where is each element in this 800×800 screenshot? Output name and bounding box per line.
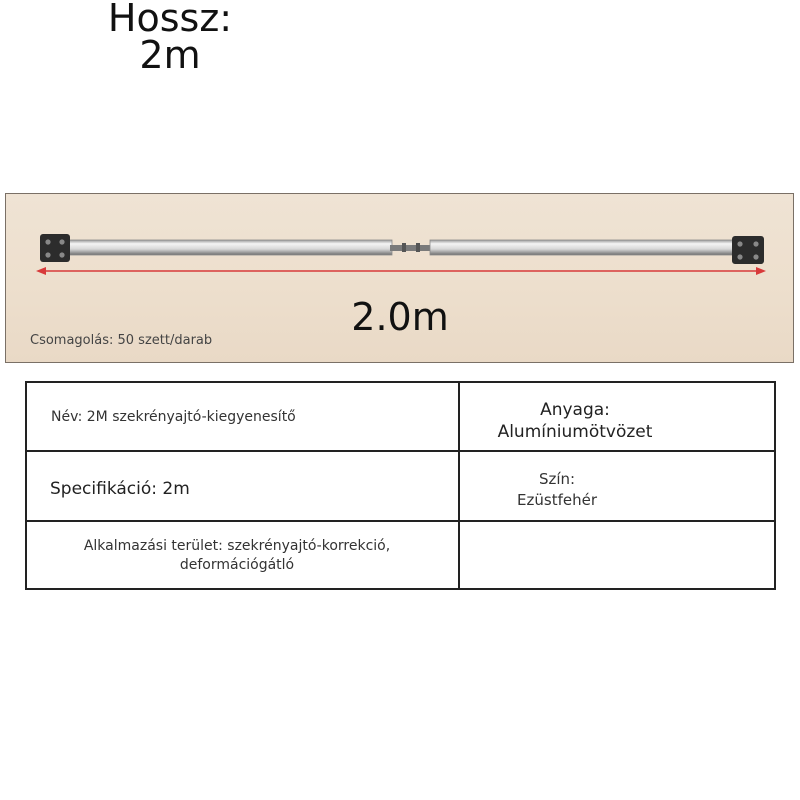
table-divider-row1 (27, 450, 774, 452)
application-line-2: deformációgátló (179, 557, 295, 573)
left-rod (66, 240, 392, 255)
dimension-label: 2.0m (351, 295, 449, 339)
material-cell (465, 399, 685, 443)
material-value: Alumíniumötvözet (497, 422, 653, 442)
left-mounting-bracket (40, 234, 70, 262)
table-divider-vertical (458, 383, 460, 588)
color-label: Szín: (538, 470, 576, 488)
product-name-cell: Név: 2M szekrényajtó-kiegyenesítő (51, 409, 296, 425)
length-label: Hossz: (107, 0, 233, 40)
length-value: 2m (139, 33, 201, 77)
application-line-1: Alkalmazási terület: szekrényajtó-korrekció, (83, 538, 391, 554)
specification-cell: Specifikáció: 2m (50, 479, 190, 499)
spec-table (25, 381, 776, 590)
application-cell (37, 537, 437, 575)
right-mounting-bracket (732, 236, 764, 264)
right-rod (430, 240, 734, 255)
packaging-note: Csomagolás: 50 szett/darab (30, 333, 213, 348)
material-label: Anyaga: (540, 400, 610, 420)
length-heading (40, 0, 300, 77)
color-value: Ezüstfehér (517, 491, 597, 509)
color-cell (477, 469, 637, 511)
table-divider-row2 (27, 520, 774, 522)
dimension-arrow (36, 267, 766, 275)
center-joint (390, 245, 432, 251)
